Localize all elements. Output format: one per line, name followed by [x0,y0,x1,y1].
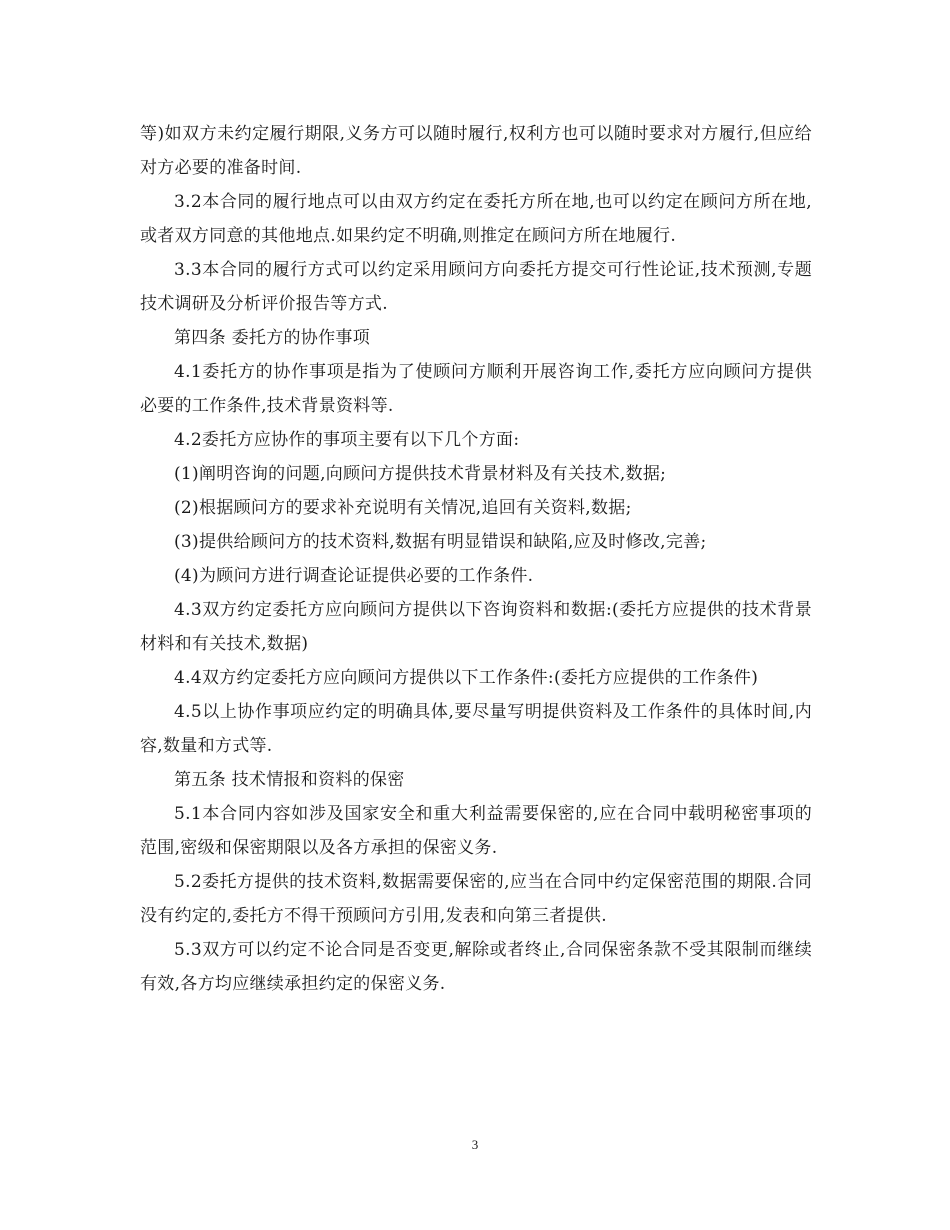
list-item-4: (4)为顾问方进行调查论证提供必要的工作条件. [174,566,534,586]
clause-4-2: 4.2委托方应协作的事项主要有以下几个方面: [174,430,520,450]
clause-4-5: 4.5以上协作事项应约定的明确具体,要尽量写明提供资料及工作条件的具体时间,内容,数量和方式等. [140,702,812,756]
clause-4-4: 4.4双方约定委托方应向顾问方提供以下工作条件:(委托方应提供的工作条件) [174,668,759,688]
page-number: 3 [471,1137,479,1152]
clause-4-3: 4.3双方约定委托方应向顾问方提供以下咨询资料和数据:(委托方应提供的技术背景材料和有关技术,数据) [140,600,812,654]
clause-4-1: 4.1委托方的协作事项是指为了使顾问方顺利开展咨询工作,委托方应向顾问方提供必要的工作条件,技术背景资料等. [140,362,812,416]
list-item-2: (2)根据顾问方的要求补充说明有关情况,追回有关资料,数据; [174,498,632,518]
clause-5-3: 5.3双方可以约定不论合同是否变更,解除或者终止,合同保密条款不受其限制而继续有效,各方均应继续承担约定的保密义务. [140,940,812,994]
paragraph-continuation: 等)如双方未约定履行期限,义务方可以随时履行,权利方也可以随时要求对方履行,但应给对方必要的准备时间. [140,124,812,178]
section-heading-article-5: 第五条 技术情报和资料的保密 [174,770,405,790]
document-body [140,117,812,1001]
list-item-3: (3)提供给顾问方的技术资料,数据有明显错误和缺陷,应及时修改,完善; [174,532,707,552]
list-item-1: (1)阐明咨询的问题,向顾问方提供技术背景材料及有关技术,数据; [174,464,667,484]
clause-5-2: 5.2委托方提供的技术资料,数据需要保密的,应当在合同中约定保密范围的期限.合同没有约定的,委托方不得干预顾问方引用,发表和向第三者提供. [140,872,812,926]
clause-3-2: 3.2本合同的履行地点可以由双方约定在委托方所在地,也可以约定在顾问方所在地,或者双方同意的其他地点.如果约定不明确,则推定在顾问方所在地履行. [140,192,812,246]
section-heading-article-4: 第四条 委托方的协作事项 [174,328,371,348]
clause-3-3: 3.3本合同的履行方式可以约定采用顾问方向委托方提交可行性论证,技术预测,专题技术调研及分析评价报告等方式. [140,260,812,314]
clause-5-1: 5.1本合同内容如涉及国家安全和重大利益需要保密的,应在合同中载明秘密事项的范围,密级和保密期限以及各方承担的保密义务. [140,804,812,858]
